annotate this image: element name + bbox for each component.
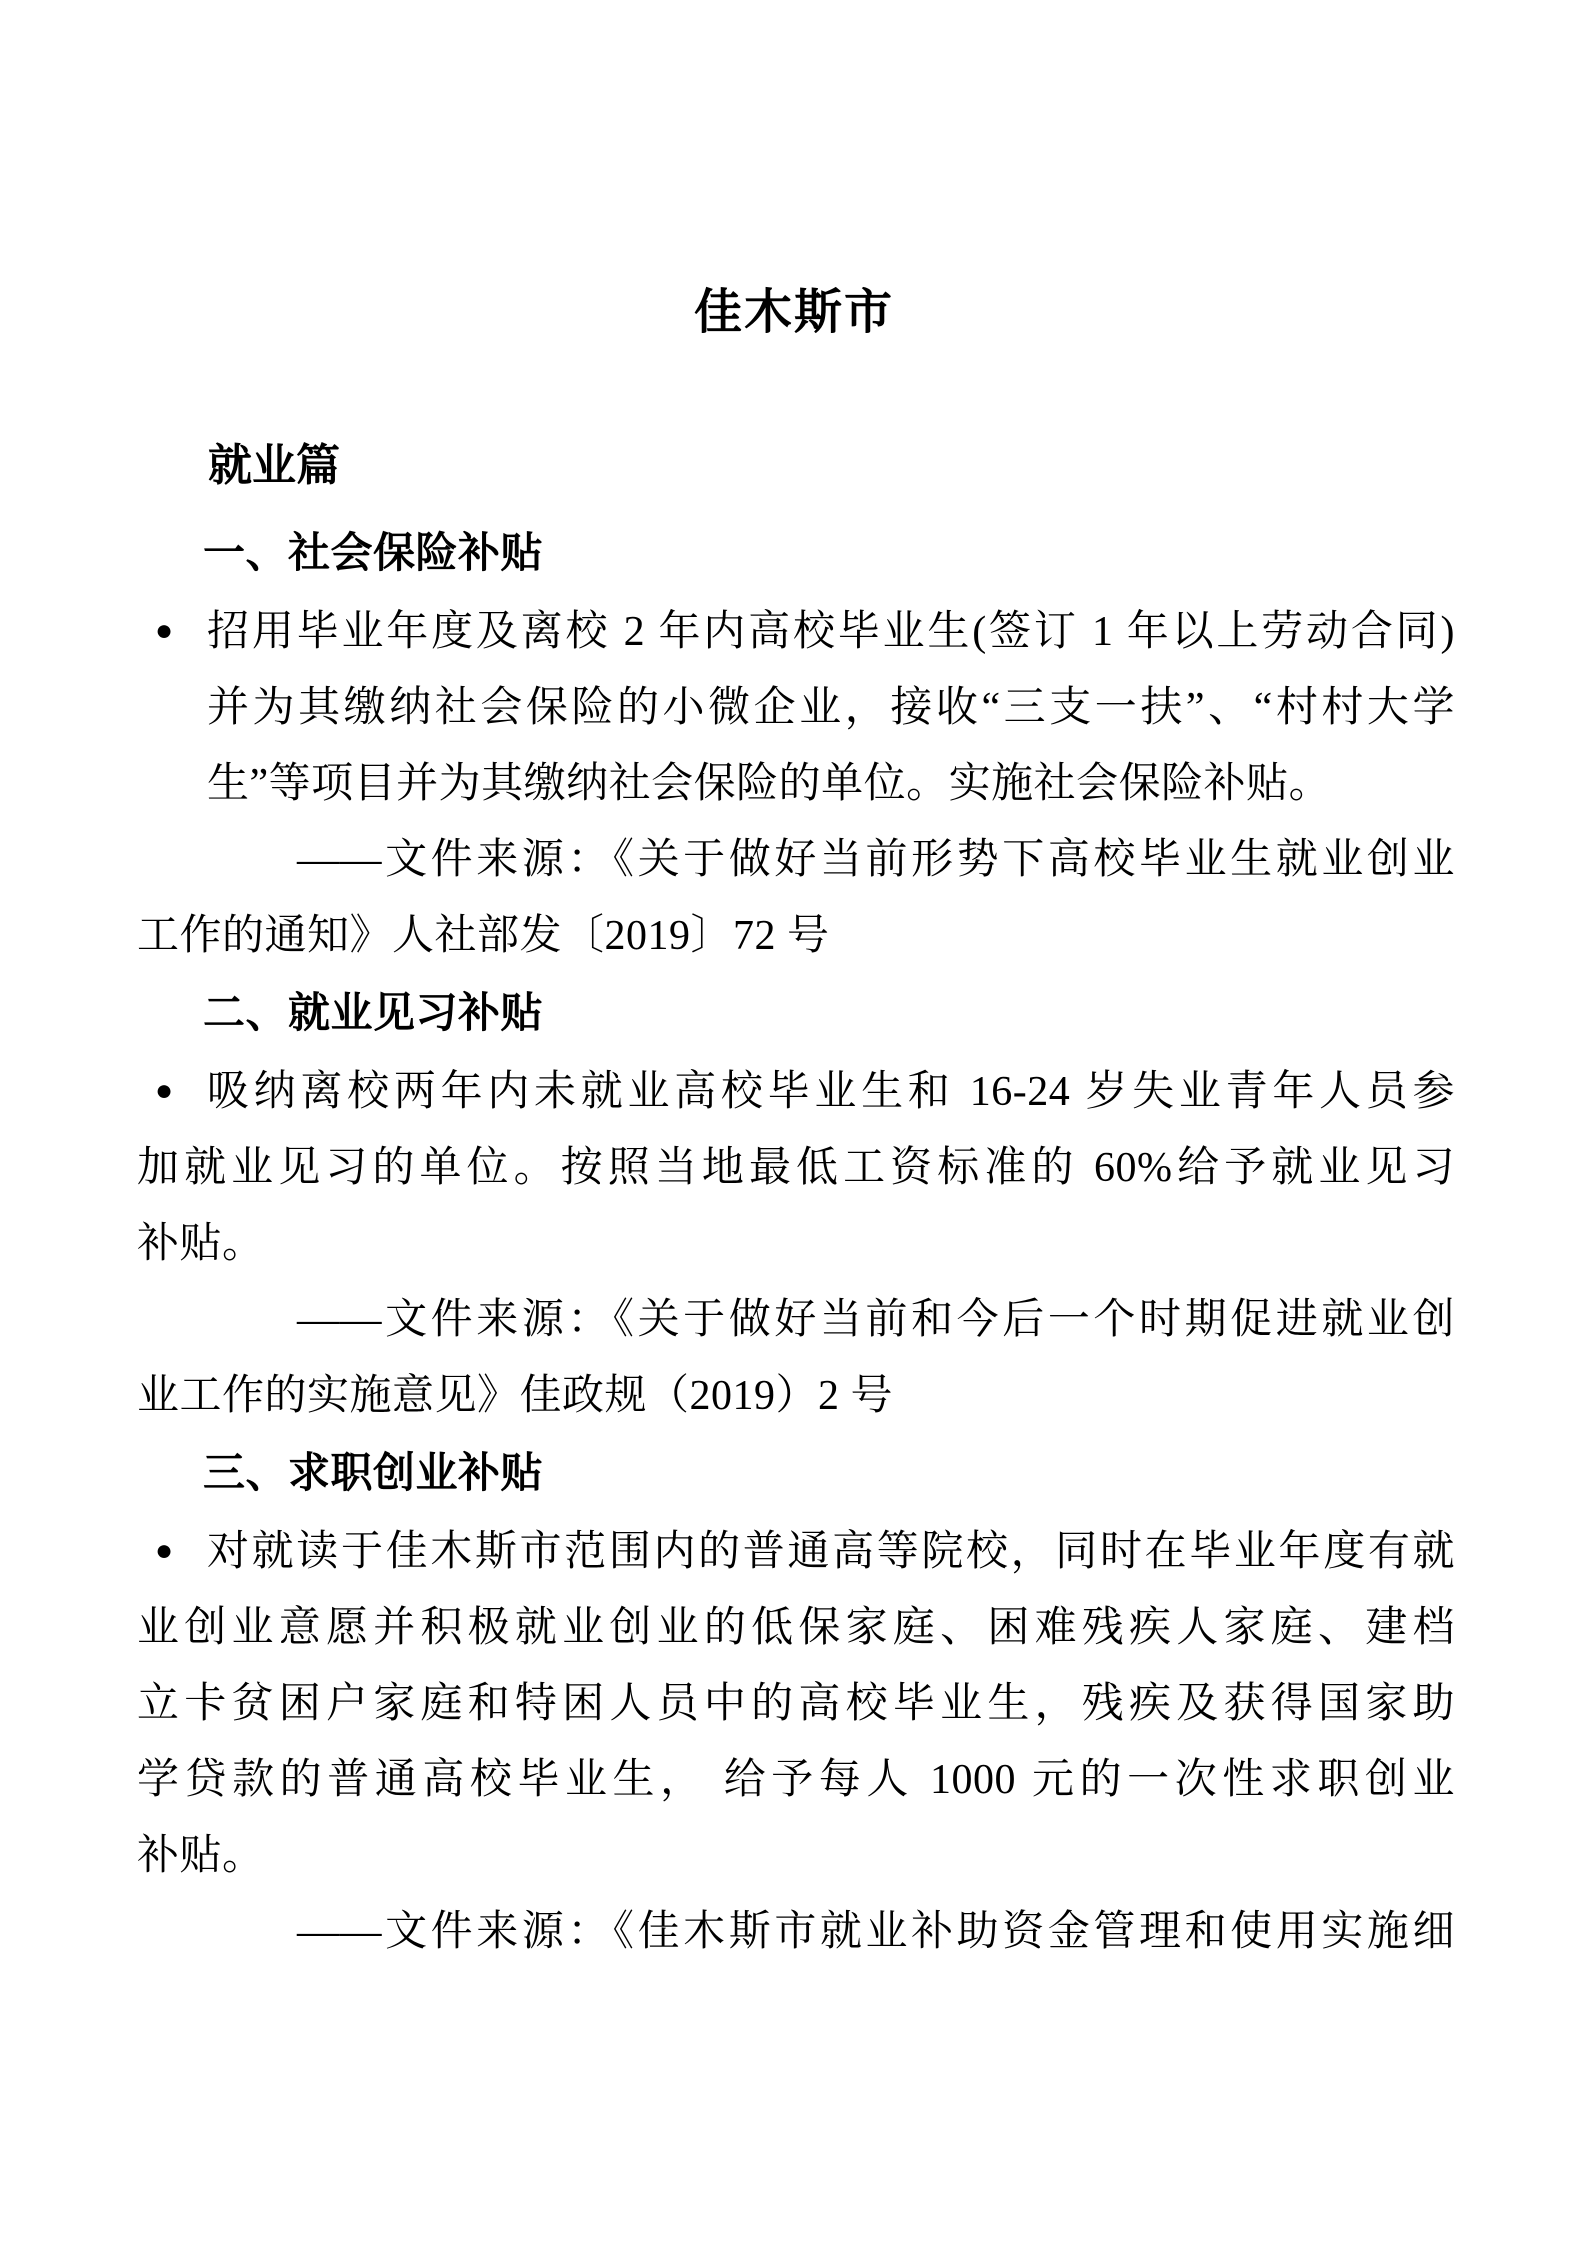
source-line: ——文件来源：《关于做好当前和今后一个时期促进就业创	[297, 1297, 1455, 1343]
source-line: ——文件来源：《关于做好当前形势下高校毕业生就业创业	[297, 837, 1455, 883]
source-line: ——文件来源：《佳木斯市就业补助资金管理和使用实施细	[297, 1909, 1455, 1955]
bullet-icon: ●	[155, 614, 174, 647]
bullet-item-line	[135, 1054, 1455, 1130]
document-body	[135, 514, 1455, 1970]
doc-line: 补贴。	[137, 1833, 265, 1879]
subsection-heading-1: 一、社会保险补贴	[203, 531, 544, 577]
source-line: 工作的通知》人社部发〔2019〕72 号	[137, 913, 830, 959]
section-title-employment: 就业篇	[208, 441, 340, 490]
doc-line: 生”等项目并为其缴纳社会保险的单位。实施社会保险补贴。	[207, 761, 1332, 807]
doc-line-text: 对就读于佳木斯市范围内的普通高等院校，同时在毕业年度有就	[207, 1529, 1455, 1575]
bullet-item-line	[135, 1514, 1455, 1590]
bullet-item-line	[135, 594, 1455, 670]
doc-line: 并为其缴纳社会保险的小微企业，接收“三支一扶”、“村村大学	[207, 685, 1455, 731]
doc-line-text: 吸纳离校两年内未就业高校毕业生和 16-24 岁失业青年人员参	[207, 1069, 1455, 1115]
doc-line: 业创业意愿并积极就业创业的低保家庭、困难残疾人家庭、建档	[137, 1605, 1455, 1651]
doc-line: 加就业见习的单位。按照当地最低工资标准的 60%给予就业见习	[137, 1145, 1455, 1191]
page-title: 佳木斯市	[693, 286, 894, 339]
subsection-heading-2: 二、就业见习补贴	[203, 991, 544, 1037]
doc-line: 立卡贫困户家庭和特困人员中的高校毕业生，残疾及获得国家助	[137, 1681, 1455, 1727]
doc-line-text: 招用毕业年度及离校 2 年内高校毕业生(签订 1 年以上劳动合同)	[207, 609, 1455, 655]
bullet-icon: ●	[155, 1074, 174, 1107]
bullet-icon: ●	[155, 1534, 174, 1567]
subsection-heading-3: 三、求职创业补贴	[203, 1451, 544, 1497]
doc-line: 补贴。	[137, 1221, 265, 1267]
doc-line: 学贷款的普通高校毕业生， 给予每人 1000 元的一次性求职创业	[137, 1757, 1455, 1803]
source-line: 业工作的实施意见》佳政规（2019）2 号	[137, 1373, 894, 1419]
